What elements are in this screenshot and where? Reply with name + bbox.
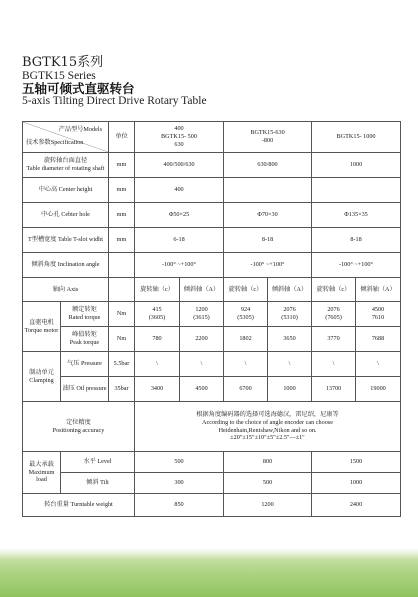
cell-value [224,178,312,203]
table-row [23,302,401,327]
cell-value: 300 [135,473,224,494]
cell-value: 4500 7610 [356,302,401,327]
table-row [23,352,401,377]
header-diagonal-cell [23,122,109,153]
cell-value: 800 [224,452,312,473]
cell-value: 2076 (5310) [268,302,312,327]
row-unit: mm [109,153,135,178]
series-title-cn: BGTK15系列 [22,55,104,70]
model-label: 产品型号Models [58,126,102,133]
product-title-cn: 五轴可倾式直驱转台 [22,80,135,96]
cell-value: Φ50×25 [135,203,224,228]
cell-value: 19000 [356,377,401,402]
row-unit: mm [109,178,135,203]
table-row [23,203,401,228]
table-row [23,452,401,473]
decorative-bottom-band [0,549,418,597]
positioning-note: 根据角度编码器的选择可选海德汉，雷尼绍，尼康等 According to the choice of angle encoder can choose Heidenhain,Renishaw,Nikon and so on. ±20″±15″±10″±5″±2.5″—±1″ [135,402,401,452]
cell-value: 1000 [312,153,401,178]
cell-value: 780 [135,327,180,352]
axis-c: 旋转轴（c） [135,278,180,302]
table-row [23,377,401,402]
row-label: 峰值转矩 Peak torque [61,327,109,352]
table-row [23,178,401,203]
cell-value: 2200 [180,327,224,352]
table-row [23,402,401,452]
cell-value: 6-18 [135,228,224,253]
row-label: 额定转矩 Rated torque [61,302,109,327]
cell-value [312,178,401,203]
table-row [23,327,401,352]
table-row [23,473,401,494]
cell-value: 500 [135,452,224,473]
spec-label: 技术参数Specification [26,139,84,147]
cell-value: 3650 [268,327,312,352]
table-row [23,253,401,278]
row-label: 气压 Pressure [61,352,109,377]
cell-value: 1500 [312,452,401,473]
row-label: 转台重量 Turntable weight [23,494,135,517]
row-label: 倾斜角度 Inclination angle [23,253,109,278]
model-col3: BGTK15- 1000 [312,122,401,153]
cell-value: 3770 [312,327,356,352]
axis-a: 倾斜轴（A） [180,278,224,302]
row-unit: Nm [109,302,135,327]
cell-value: \ [180,352,224,377]
band-highlight [0,549,418,559]
row-label: 轴向 Axis [23,278,109,302]
cell-value: 1200 (3615) [180,302,224,327]
cell-value: \ [224,352,268,377]
row-unit: 5.5bar [109,352,135,377]
cell-value: 6700 [224,377,268,402]
cell-value: 850 [135,494,224,517]
page-heading [22,56,207,107]
row-label: 中心孔 Cebter hole [23,203,109,228]
cell-value: 2400 [312,494,401,517]
cell-value: 7688 [356,327,401,352]
cell-value: 1000 [312,473,401,494]
row-label: 水平 Level [61,452,135,473]
cell-value: 13700 [312,377,356,402]
row-unit: mm [109,228,135,253]
cell-value: 4500 [180,377,224,402]
row-label: 旋转轴台面直径 Table diameter of rotating shaft [23,153,109,178]
row-label: 油压 Oil pressure [61,377,109,402]
row-unit [109,253,135,278]
cell-value: 1000 [268,377,312,402]
cell-value: -100° ~+100° [224,253,312,278]
cell-value: 630/800 [224,153,312,178]
axis-c: 旋转轴（c） [312,278,356,302]
cell-value: Φ70×30 [224,203,312,228]
axis-a: 倾斜轴（A） [268,278,312,302]
cell-value: 400/500/630 [135,153,224,178]
cell-value: \ [312,352,356,377]
axis-c: 旋转轴（c） [224,278,268,302]
model-col1: 400 BGTK15- 500 630 [135,122,224,153]
table-header-row [23,122,401,153]
cell-value: -100° ~+100° [312,253,401,278]
row-unit: mm [109,203,135,228]
row-unit: 35bar [109,377,135,402]
cell-value: \ [268,352,312,377]
cell-value: 2076 (7605) [312,302,356,327]
row-unit: Nm [109,327,135,352]
row-unit [109,278,135,302]
spec-table [22,121,401,517]
cell-value: 400 [135,178,224,203]
group-label: 制动单元 Clamping [23,352,61,402]
table-row [23,228,401,253]
cell-value: \ [135,352,180,377]
table-row [23,153,401,178]
row-label: T型槽宽度 Table T-slot widht [23,228,109,253]
table-row [23,494,401,517]
cell-value: -100° ~+100° [135,253,224,278]
cell-value: 3400 [135,377,180,402]
row-label: 倾斜 Tilt [61,473,135,494]
cell-value: 415 (3605) [135,302,180,327]
group-label: 最大承载 Maximum load [23,452,61,494]
axis-a: 倾斜轴（A） [356,278,401,302]
cell-value: 500 [224,473,312,494]
cell-value: 924 (5305) [224,302,268,327]
cell-value: \ [356,352,401,377]
model-col2: BGTK15-630 -800 [224,122,312,153]
row-label: 定位精度 Positioning accuracy [23,402,135,452]
cell-value: 8-18 [224,228,312,253]
series-title-en: BGTK15 Series [22,69,96,82]
row-label: 中心高 Center height [23,178,109,203]
group-label: 直驱电机 Torque motor [23,302,61,352]
cell-value: Φ135×35 [312,203,401,228]
cell-value: 8-18 [312,228,401,253]
product-title-en: 5-axis Tilting Direct Drive Rotary Table [22,94,207,107]
cell-value: 1802 [224,327,268,352]
unit-header: 单位 [109,122,135,153]
axis-row [23,278,401,302]
cell-value: 1200 [224,494,312,517]
